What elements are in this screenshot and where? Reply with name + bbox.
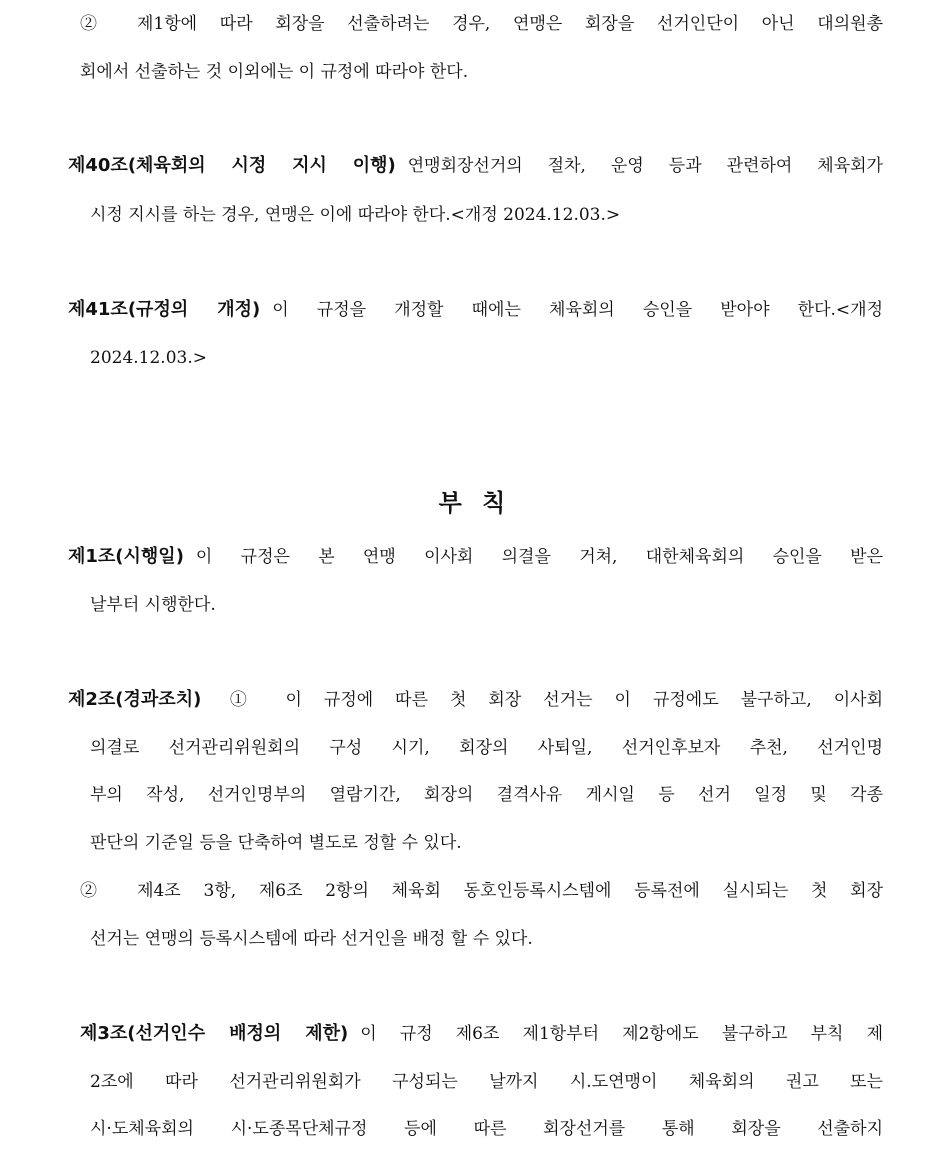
paragraph-line: ② 제1항에 따라 회장을 선출하려는 경우, 연맹은 회장을 선거인단이 아닌 대의원총 — [80, 14, 883, 34]
paragraph-line: 2024.12.03.> — [90, 348, 207, 368]
paragraph-line: 선거는 연맹의 등록시스템에 따라 선거인을 배정 할 수 있다. — [90, 929, 533, 949]
paragraph-line: 시·도체육회의 시·도종목단체규정 등에 따른 회장선거를 통해 회장을 선출하지 — [90, 1119, 883, 1139]
paragraph-line: 회에서 선출하는 것 이외에는 이 규정에 따라야 한다. — [80, 62, 469, 82]
article-heading: 제41조(규정의 개정) — [68, 299, 261, 320]
article-heading: 제40조(체육회의 시정 지시 이행) — [68, 155, 396, 176]
paragraph-line: 시정 지시를 하는 경우, 연맹은 이에 따라야 한다.<개정 2024.12.03.> — [90, 205, 621, 225]
supplementary-article-2 — [68, 688, 883, 712]
article-40 — [68, 154, 883, 178]
paragraph-line: 판단의 기준일 등을 단축하여 별도로 정할 수 있다. — [90, 833, 462, 853]
article-text: 이 규정 제6조 제1항부터 제2항에도 불구하고 부칙 제 — [360, 1024, 884, 1044]
paragraph-line: 의결로 선거관리위원회의 구성 시기, 회장의 사퇴일, 선거인후보자 추천, 선거인명 — [90, 738, 883, 758]
article-text: 이 규정을 개정할 때에는 체육회의 승인을 받아야 한다.<개정 — [272, 300, 884, 320]
paragraph-line: 2조에 따라 선거관리위원회가 구성되는 날까지 시.도연맹이 체육회의 권고 또는 — [90, 1072, 883, 1092]
article-text: 이 규정은 본 연맹 이사회 의결을 거쳐, 대한체육회의 승인을 받은 — [195, 547, 883, 567]
article-heading: 제1조(시행일) — [68, 546, 184, 567]
article-41 — [68, 298, 883, 322]
article-heading: 제3조(선거인수 배정의 제한) — [80, 1023, 349, 1044]
paragraph-line: ② 제4조 3항, 제6조 2항의 체육회 동호인등록시스템에 등록전에 실시되는 첫 회장 — [80, 881, 883, 901]
paragraph-line: 날부터 시행한다. — [90, 595, 216, 615]
article-text: 연맹회장선거의 절차, 운영 등과 관련하여 체육회가 — [407, 156, 883, 176]
supplementary-title: 부 칙 — [438, 489, 512, 517]
supplementary-article-3 — [80, 1022, 883, 1046]
supplementary-article-1 — [68, 545, 883, 569]
article-text: ① 이 규정에 따른 첫 회장 선거는 이 규정에도 불구하고, 이사회 — [213, 690, 883, 710]
paragraph-line: 부의 작성, 선거인명부의 열람기간, 회장의 결격사유 게시일 등 선거 일정 및 각종 — [90, 785, 883, 805]
article-heading: 제2조(경과조치) — [68, 689, 202, 710]
